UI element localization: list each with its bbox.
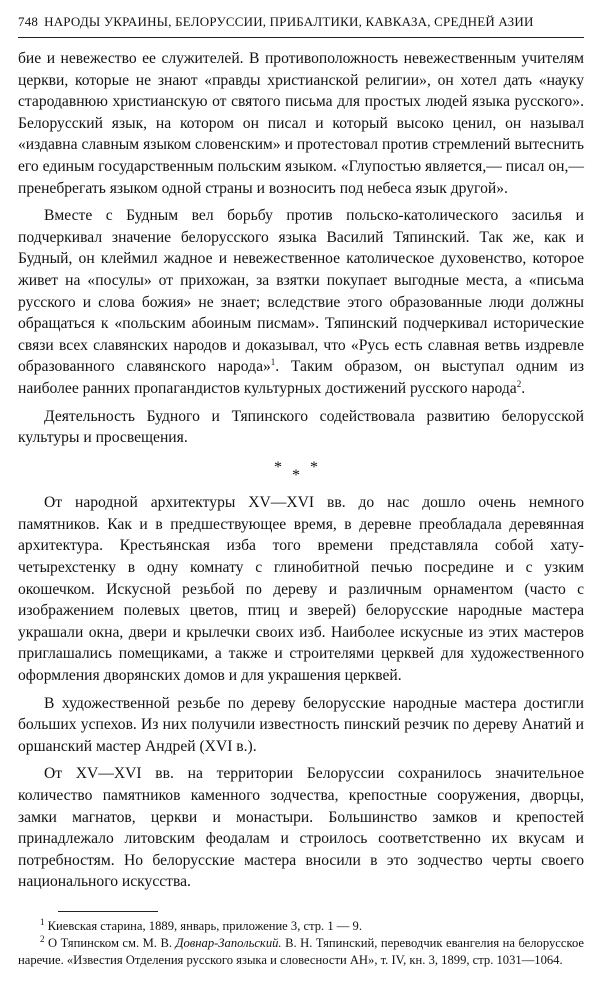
paragraph-2-mid: . Таким образом, он выступал одним из наиболее ранних пропагандистов культурных достижений русского народа	[18, 358, 584, 397]
paragraph-2-main: Вместе с Будным вел борьбу против польско-католического засилья и подчеркивал значение белорусского языка Василий Тяпинский. Так же, как и Будный, он клеймил жадное и невежественное католическое духовенство, которое живет на «посулы» от прихожан, за взятки покупает выгодные места, а «письма русского и слова божия» не знает; вследствие этого образованные люди должны обращаться к «польским абоиным писмам». Тяпинский подчеркивал исторические связи всех славянских народов и доказывал, что «Русь есть славная ветвь издревле образованного славянского народа»	[18, 207, 584, 376]
footnote-2-pre: О Тяпинском см. М. В.	[48, 935, 172, 950]
paragraph-5: В художественной резьбе по дереву белорусские народные мастера достигли больших успехов. Из них получили известность пинский резчик по дереву Анатий и оршанский мастер Андрей (XVI в.).	[18, 694, 584, 755]
footnote-1-text: Киевская старина, 1889, январь, приложение 3, стр. 1 — 9.	[47, 918, 362, 933]
paragraph-4: От народной архитектуры XV—XVI вв. до нас дошло очень немного памятников. Как и в предшествующее время, в деревне преобладала деревянная архитектура. Крестьянская изба того времени представляла собой хату-четырехстенку в одну комнату с глинобитной печью посредине и с узким окошечком. Искусной резьбой по дереву и различным орнаментом (часто с изображением полевых цветов, птиц и зверей) белорусские народные мастера украшали окна, двери и крылечки своих изб. Наиболее искусные из этих мастеров приглашались помещиками, а также и строителями церквей для художественного оформления дворянских домов и для украшения церквей.	[18, 494, 584, 685]
paragraph-2	[18, 205, 584, 399]
paragraph-1: бие и невежество ее служителей. В противоположность невежественным учителям церкви, которые не знают «правды христианской религии», он хотел дать «науку стародавнюю христианскую от святого письма для простых людей языка русского». Белорусский язык, на котором он писал и который высоко ценил, он называл «издавна славным языком словенским» и протестовал против стремлений вытеснить его единым государственным польским языком. «Глупостью является,— писал он,— пренебрегать языком одной страны и возносить под небеса язык другой».	[18, 50, 584, 197]
running-title: НАРОДЫ УКРАИНЫ, БЕЛОРУССИИ, ПРИБАЛТИКИ, КАВКАЗА, СРЕДНЕЙ АЗИИ	[44, 14, 534, 29]
footnote-2-post: В. Н. Тяпинский, переводчик евангелия на белорусское наречие. «Известия Отделения русского языка и словесности АН», т. IV, кн. 3, 1899, стр. 1031—1064.	[18, 935, 584, 967]
paragraph-3: Деятельность Будного и Тяпинского содействовала развитию белорусской культуры и просвещения.	[18, 407, 584, 447]
footnote-2-author: Довнар-Запольский.	[175, 935, 282, 950]
paragraph-2-end: .	[521, 379, 526, 397]
footnote-ref-2: 2	[516, 378, 522, 389]
footnote-divider	[58, 911, 158, 912]
footnote-1	[18, 918, 584, 935]
main-text	[18, 48, 584, 893]
footnotes	[18, 918, 584, 969]
running-header	[18, 14, 584, 38]
paragraph-6: От XV—XVI вв. на территории Белоруссии сохранилось значительное количество памятников каменного зодчества, крепостные сооружения, дворцы, замки магнатов, церкви и монастыри. Большинство замков и крепостей принадлежало литовским феодалам и строилось соответственно их вкусам и потребностям. Но белорусские мастера вносили в это зодчество черты своего национального искусства.	[18, 765, 584, 891]
separator-star-3: *	[310, 458, 328, 476]
section-separator	[18, 457, 584, 484]
footnote-2-mark: 2	[40, 933, 45, 944]
separator-star-2: *	[292, 466, 310, 484]
footnote-2	[18, 935, 584, 969]
separator-star-1: *	[274, 458, 292, 476]
footnote-ref-1: 1	[270, 357, 276, 368]
page-number: 748	[18, 14, 39, 29]
footnote-1-mark: 1	[40, 916, 45, 927]
